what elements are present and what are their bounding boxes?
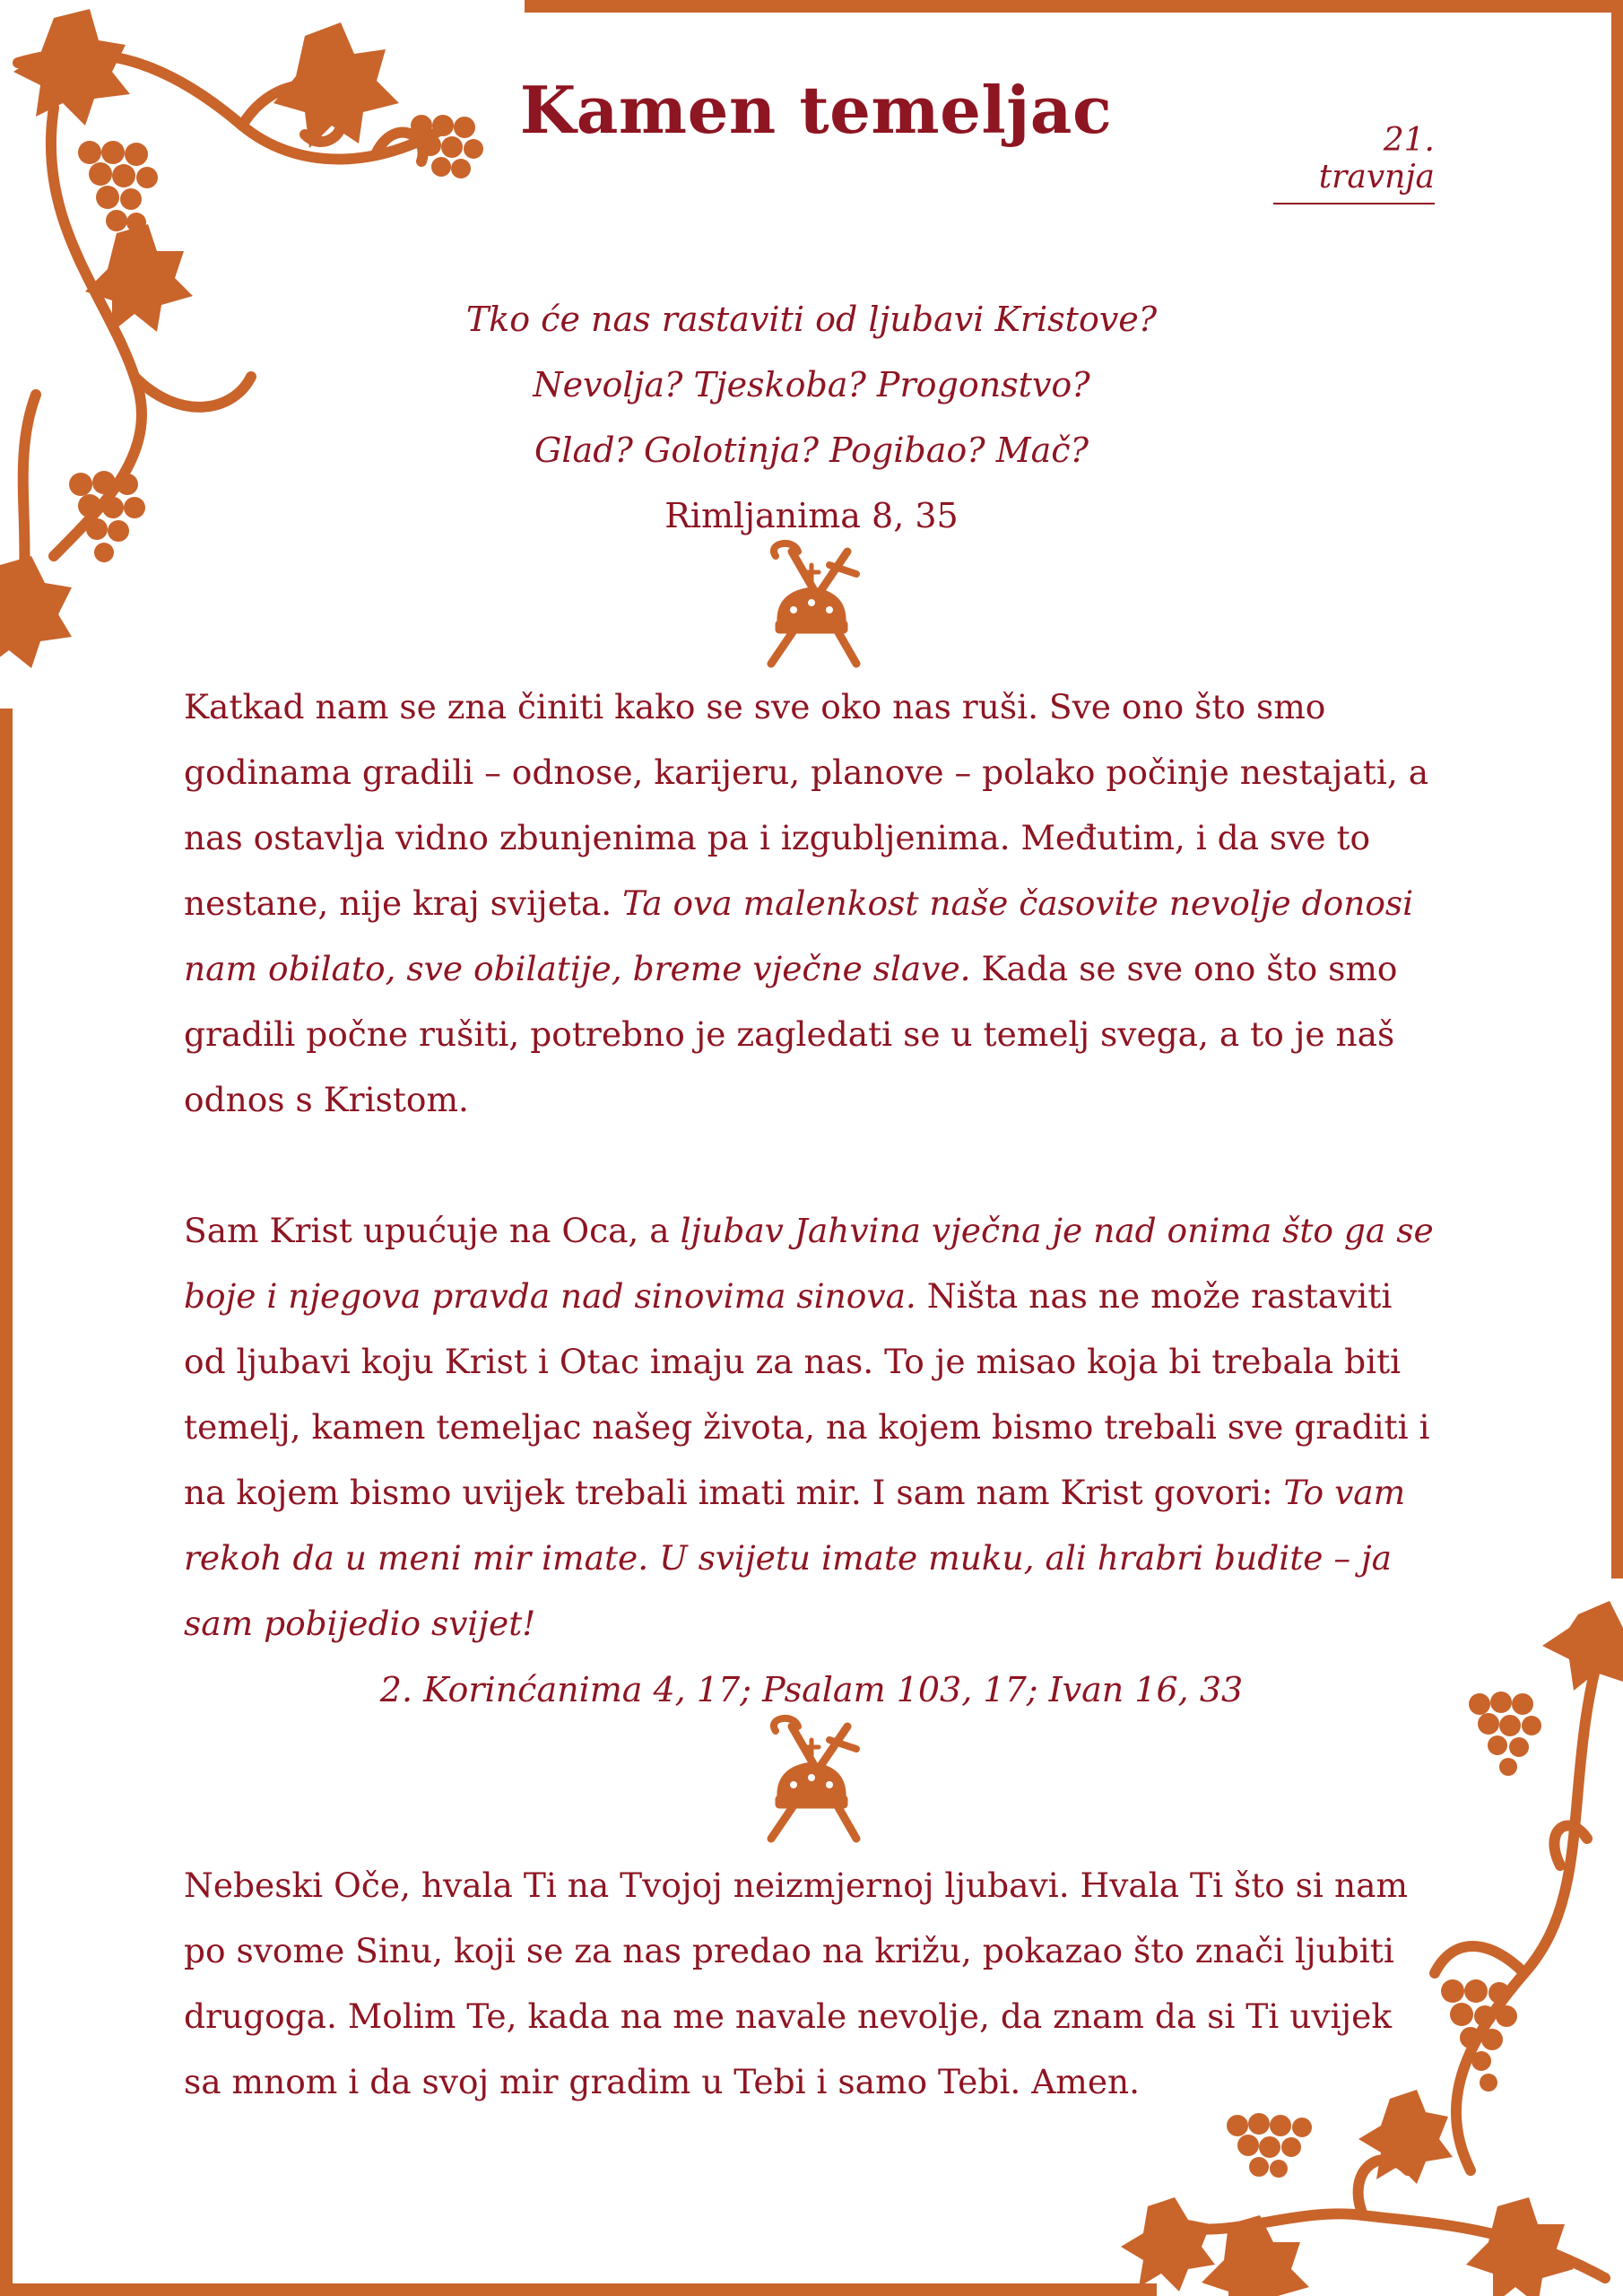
verse-line-1: Tko će nas rastaviti od ljubavi Kristove? [465,300,1158,339]
paragraph-1-quote: Ta ova malenkost naše časovite nevolje donosi nam obilato, sve obilatije, breme vječne slave. [184,883,1414,988]
bottom-border-line [0,2283,1157,2296]
prayer-paragraph: Nebeski Oče, hvala Ti na Tvojoj neizmjernoj ljubavi. Hvala Ti što si nam po svome Sinu, koji se za nas predao na križu, pokazao što znači ljubiti drugoga. Molim Te, kada na me navale nevolje, da znam da si Ti uvijek sa mnom i da svoj mir gradim u Tebi i samo Tebi. Amen. [184,1866,1409,2101]
crown-crozier-sword-emblem-icon [740,538,883,682]
left-border-line [0,709,13,2296]
verse-line-3: Glad? Golotinja? Pogibao? Mač? [534,430,1089,470]
crown-crozier-sword-emblem-icon [740,1713,883,1857]
verse-line-2: Nevolja? Tjeskoba? Progonstvo? [533,365,1090,404]
body-paragraph-1 [184,674,1439,1133]
body-paragraph-2 [184,1198,1439,1657]
paragraph-2-text-a: Sam Krist upućuje na Oca, a [184,1211,681,1250]
date-label: 21. travnja [1273,122,1435,204]
paragraph-1-text-a: Katkad nam se zna činiti kako se sve oko nas ruši. Sve ono što smo godinama gradili – odnose, karijeru, planove – polako počinje nestajati, a nas ostavlja vidno zbunjenima pa i izgubljenima. Međutim, i da sve to nestane, nije kraj svijeta. [184,687,1429,923]
top-border-line [525,0,1623,13]
right-border-line [1611,0,1623,1578]
scripture-references: 2. Korinćanima 4, 17; Psalam 103, 17; Ivan 16, 33 [379,1670,1244,1709]
verse-reference: Rimljanima 8, 35 [664,496,959,535]
paragraph-2-quote-1: ljubav Jahvina vječna je nad onima što ga se boje i njegova pravda nad sinovima sinova. [184,1211,1434,1316]
scripture-verse [359,287,1264,549]
paragraph-1-text-c: Kada se sve ono što smo gradili počne rušiti, potrebno je zagledati se u temelj svega, a to je naš odnos s Kristom. [184,949,1398,1119]
page-title: Kamen temeljac [519,72,1113,148]
paragraph-2-text-c: Ništa nas ne može rastaviti od ljubavi koju Krist i Otac imaju za nas. To je misao koja bi trebala biti temelj, kamen temeljac našeg života, na kojem bismo trebali sve graditi i na kojem bismo uvijek trebali imati mir. I sam nam Krist govori: [184,1276,1430,1512]
paragraph-2-quote-2: To vam rekoh da u meni mir imate. U svijetu imate muku, ali hrabri budite – ja sam pobijedio svijet! [184,1473,1406,1643]
